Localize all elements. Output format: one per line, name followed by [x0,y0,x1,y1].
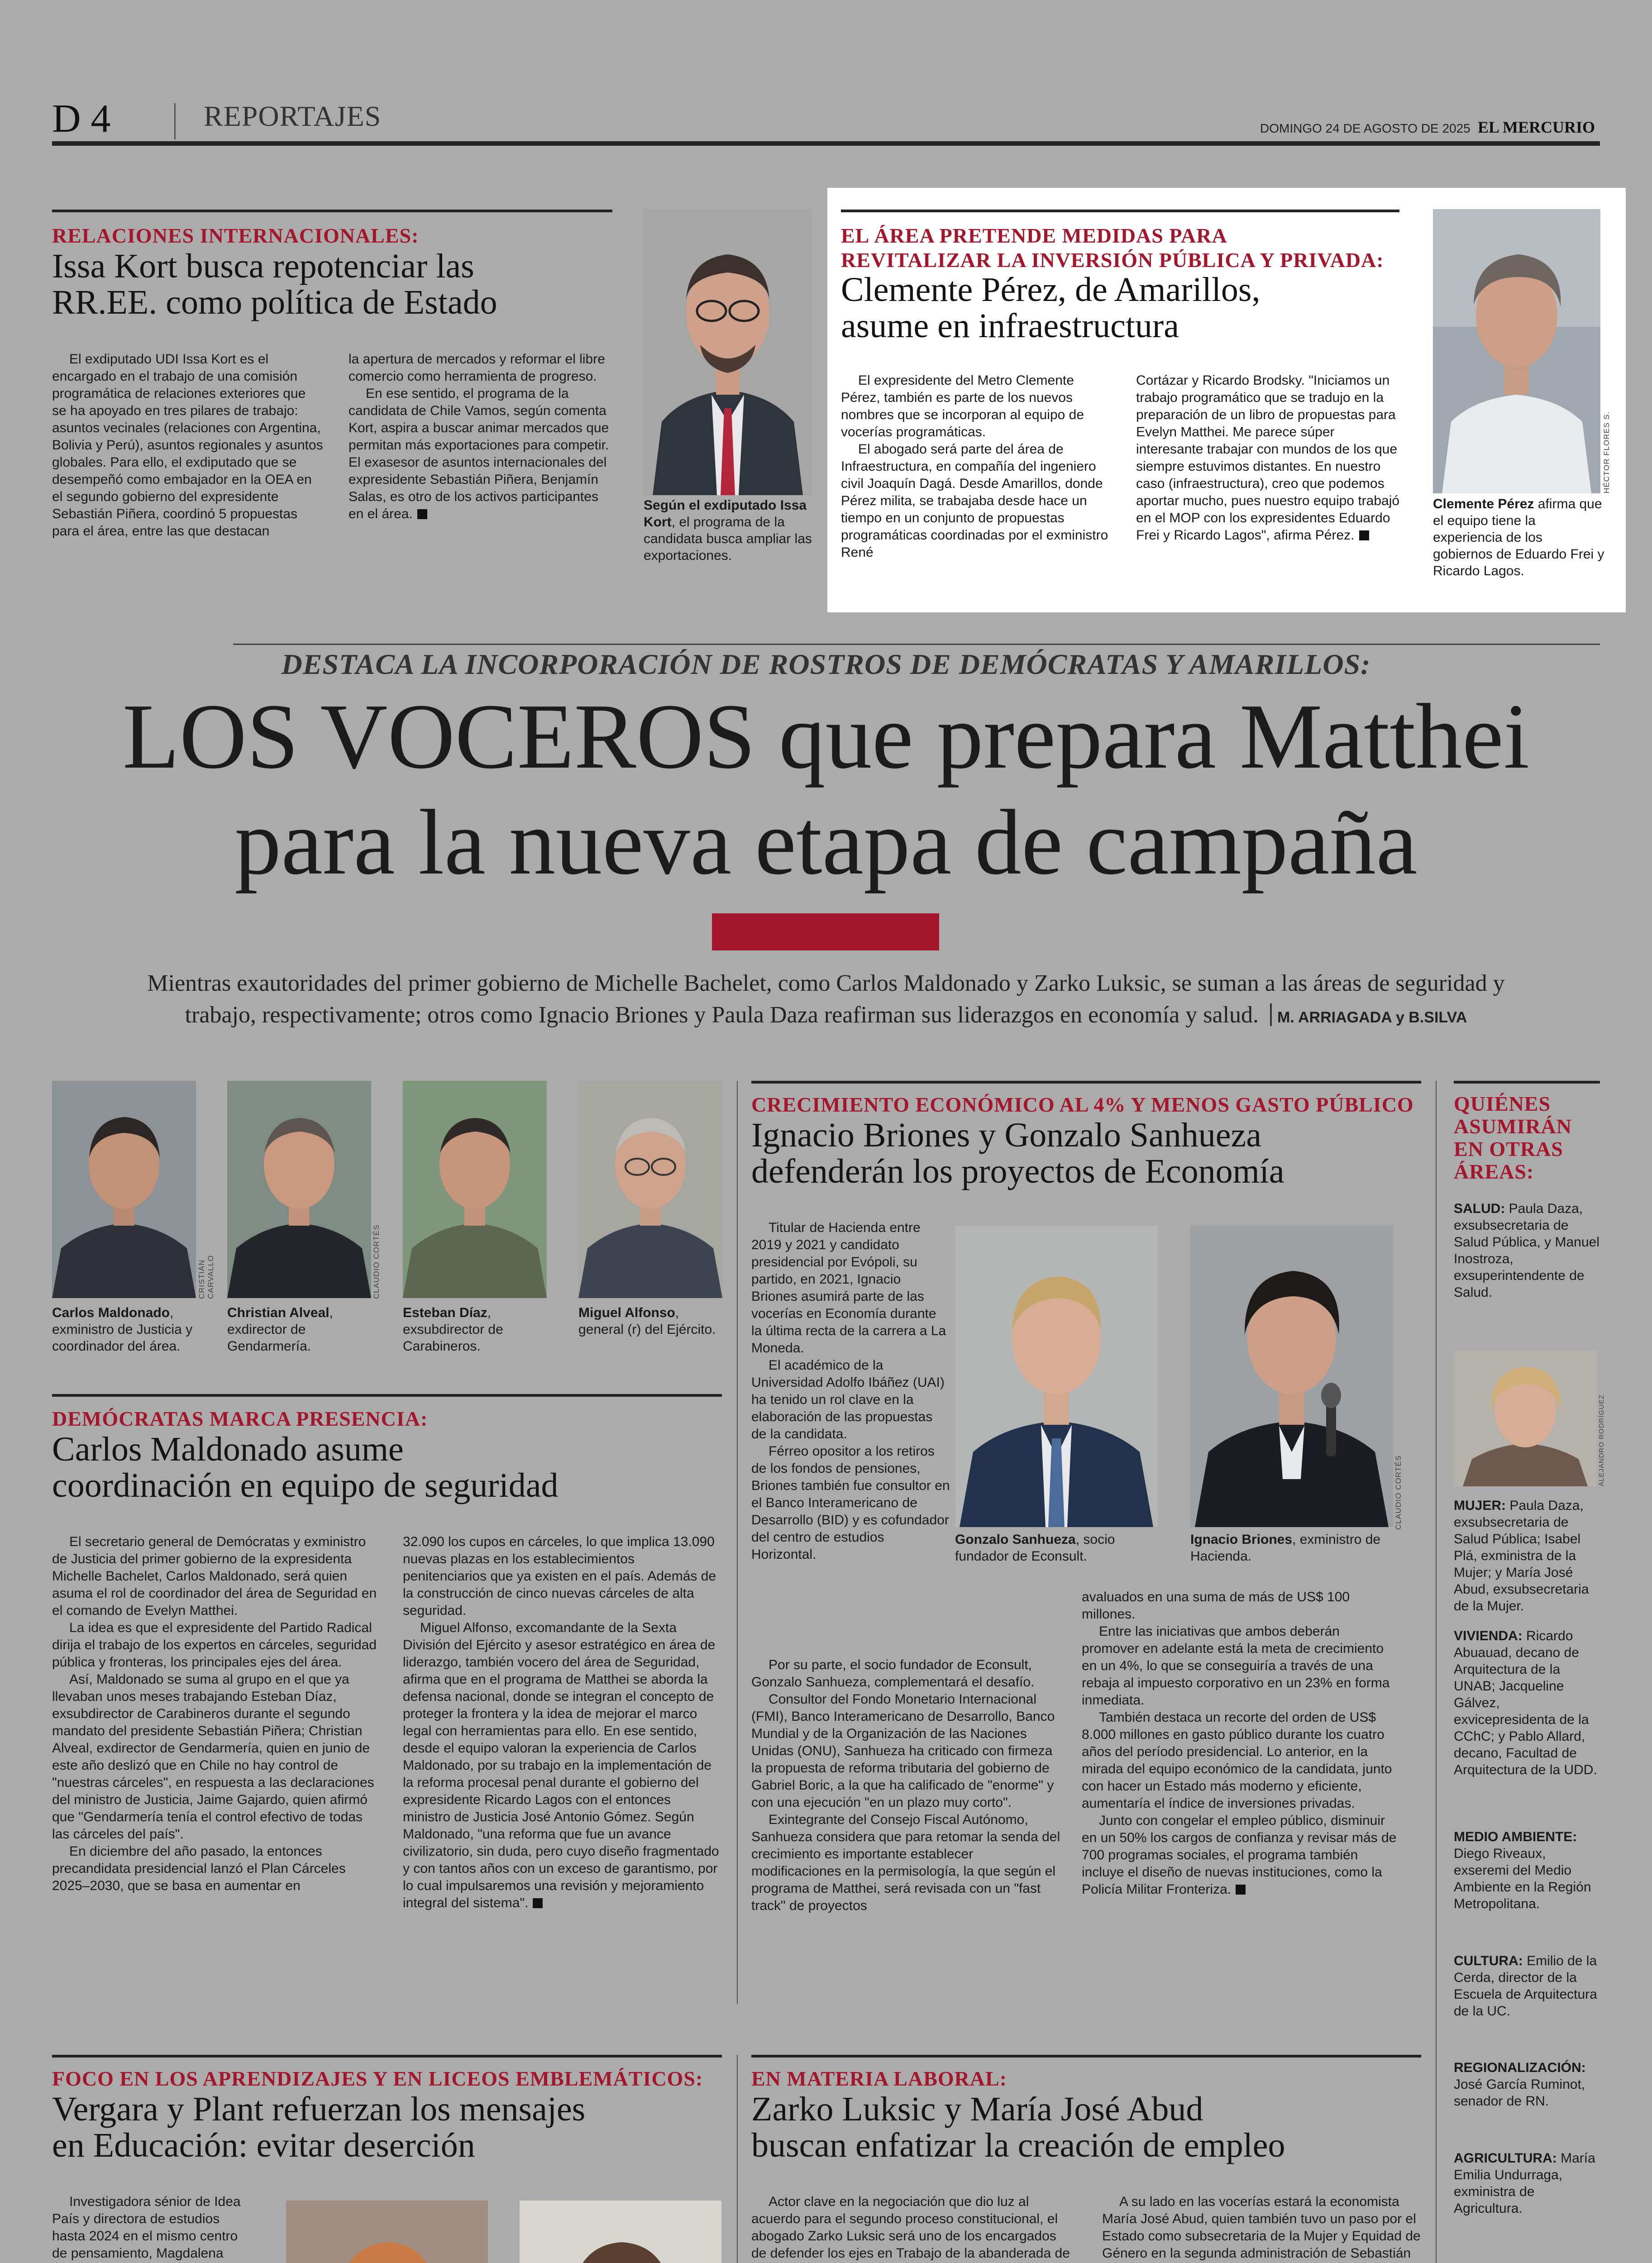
main-overline: DESTACA LA INCORPORACIÓN DE ROSTROS DE DEMÓCRATAS Y AMARILLOS: [281,648,1371,680]
section-code: D 4 [52,97,111,141]
top-right-headline-line: Clemente Pérez, de Amarillos, [841,271,1260,309]
sidebar-title-line: QUIÉNES [1454,1092,1551,1115]
issa-kort-caption [644,497,816,564]
economy-kicker: CRECIMIENTO ECONÓMICO AL 4% Y MENOS GASTO PÚBLICO [751,1093,1414,1116]
security-col1 [52,1533,378,1895]
labor-rule [751,2055,1421,2058]
main-headline-line: para la nueva etapa de campaña [234,790,1418,894]
security-rule [52,1394,722,1397]
paragraph: avaluados en una suma de más de US$ 100 millones. [1082,1590,1350,1622]
end-mark-icon [1236,1885,1246,1895]
top-right-col2 [1136,372,1403,544]
paragraph: El abogado será parte del área de Infraestructura, en compañía del ingeniero civil Joaquín Dagá. Desde Amarillos, donde Pérez milita, se trabajaba desde hace un tiempo en un conjunto de propuestas programáticas coordinadas por el exministro René [841,442,1108,560]
column-divider [737,1081,738,2004]
caption-text: , exministro de Hacienda. [1190,1532,1381,1564]
sidebar-item-label: MUJER: [1454,1498,1506,1513]
paragraph [1082,1812,1399,1898]
main-deck [0,968,1652,1033]
end-mark-icon [417,509,427,519]
sidebar-item [1454,1200,1603,1301]
sidebar-item-text: Paula Daza, exsubsecretaria de Salud Pública, y Manuel Inostroza, exsuperintendente de Salud. [1454,1201,1599,1300]
clemente-perez-photo [1433,209,1600,493]
caption-text: , general (r) del Ejército. [578,1305,716,1337]
portrait-carlos-maldonado [52,1081,196,1298]
top-right-rule [841,210,1399,212]
portrait-illustration [52,1081,196,1298]
caption-name: Ignacio Briones [1190,1532,1293,1547]
economy-col1-rest [751,1657,1064,1914]
labor-headline-line: Zarko Luksic y María José Abud [751,2090,1203,2128]
sidebar-item-label: SALUD: [1454,1201,1505,1216]
education-headline-line: Vergara y Plant refuerzan los mensajes [52,2090,586,2128]
education-kicker: FOCO EN LOS APRENDIZAJES Y EN LICEOS EMBLEMÁTICOS: [52,2067,703,2090]
education-rule [52,2055,722,2058]
paula-daza-photo [1454,1351,1597,1486]
sidebar-item-label: VIVIENDA: [1454,1628,1523,1643]
portrait-illustration [578,1081,722,1298]
sidebar-item [1454,1953,1603,2020]
paragraph: la apertura de mercados y reformar el libre comercio como herramienta de progreso. [349,352,605,384]
portrait-illustration [286,2201,488,2263]
paragraph: El exdiputado UDI Issa Kort es el encargado en el trabajo de una comisión programática de relaciones exteriores que se ha apoyado en tres pilares de trabajo: asuntos vecinales (relaciones con Argentina, Bolivia y Perú), asuntos regionales y asuntos globales. Para ello, el exdiputado que se desempeñó como embajador en la OEA en el segundo gobierno del expresidente Sebastián Piñera, coordinó 5 propuestas para el área, entre las que destacan [52,352,323,539]
top-right-headline-line: asume en infraestructura [841,307,1179,345]
red-accent-bar [712,913,939,950]
top-left-headline-line: RR.EE. como política de Estado [52,283,497,321]
deck-line [0,999,1652,1033]
labor-headline-line: buscan enfatizar la creación de empleo [751,2126,1285,2164]
security-col2 [403,1533,722,1912]
end-mark-icon [533,1898,543,1908]
portrait-illustration [1454,1351,1597,1486]
paragraph: La idea es que el expresidente del Partido Radical dirija el trabajo de los expertos en cárceles, seguridad pública y fronteras, los principales ejes del área. [52,1620,377,1670]
paragraph: El secretario general de Demócratas y exministro de Justicia del primer gobierno de la expresidenta Michelle Bachelet, Carlos Maldonado, será quien asuma el rol de coordinador del área de Seguridad en el comando de Evelyn Matthei. [52,1534,377,1618]
paragraph: Investigadora sénior de Idea País y directora de estudios hasta 2024 en el mismo centro de pensamiento, Magdalena [52,2194,241,2261]
ignacio-briones-photo [1190,1226,1393,1527]
top-left-rule [52,210,612,212]
portrait-illustration [520,2201,721,2263]
caption-name: Clemente Pérez [1433,497,1534,511]
paragraph: Titular de Hacienda entre 2019 y 2021 y candidato presidencial por Evópoli, su partido, en 2021, Ignacio Briones asumirá parte de las vocerías en Economía durante la última recta de la carrera a La Moneda. [751,1220,946,1356]
caption-text: , socio fundador de Econsult. [955,1532,1115,1564]
photo-credit: CLAUDIO CORTÉS [372,1224,381,1299]
caption-text: afirma que el equipo tiene la experiencia de los gobiernos de Eduardo Frei y Ricardo Lagos. [1433,497,1604,578]
portrait-illustration [1190,1226,1393,1527]
sidebar-item-text: José García Ruminot, senador de RN. [1454,2077,1585,2109]
top-left-col1 [52,351,324,540]
sidebar-item-label: AGRICULTURA: [1454,2151,1557,2166]
sidebar-item [1454,2150,1603,2217]
paragraph: Férreo opositor a los retiros de los fondos de pensiones, Briones también fue consultor en el Banco Interamericano de Desarrollo (BID) y es cofundador del centro de estudios Horizontal. [751,1444,950,1562]
sidebar-title [1454,1093,1572,1183]
education-headline [52,2091,585,2163]
sidebar-item-text: Paula Daza, exsubsecretaria de Salud Pública; Isabel Plá, exministra de la Mujer; y María José Abud, exsubsecretaria de la Mujer. [1454,1498,1589,1614]
economy-col-narrow [751,1219,950,1563]
economy-headline [751,1117,1284,1189]
clemente-perez-caption [1433,496,1605,579]
sidebar-item [1454,1829,1603,1912]
paragraph: 32.090 los cupos en cárceles, lo que implica 13.090 nuevas plazas en los establecimientos penitenciarios que ya existen en el país. Además de la construcción de cinco nuevas cárceles de alta seguridad. [403,1534,716,1618]
caption-pre: Según el exdiputado [644,498,777,513]
deck-line: Mientras exautoridades del primer gobierno de Michelle Bachelet, como Carlos Maldonado y Zarko Luksic, se suman a las áreas de seguridad y [147,970,1505,996]
paragraph: Así, Maldonado se suma al grupo en el que ya llevaban unos meses trabajando Esteban Díaz, exsubdirector de Carabineros durante el segundo mandato del presidente Sebastián Piñera; Christian Alveal, exdirector de Gendarmería, quien en junio de este año deslizó que en Chile no hay control de "nuestras cárceles", en respuesta a las declaraciones del ministro de Justicia, Jaime Gajardo, quien afirmó que "Gendarmería tenía el control efectivo de todas las cárceles del país". [52,1672,374,1842]
labor-headline [751,2091,1285,2163]
portrait-illustration [227,1081,371,1298]
header-rule [52,141,1600,146]
kicker-line: REVITALIZAR LA INVERSIÓN PÚBLICA Y PRIVADA: [841,248,1384,272]
header-divider [174,103,176,139]
main-headline-line: LOS VOCEROS que prepara Matthei [122,684,1530,788]
top-left-headline [52,248,497,320]
sidebar-title-line: ASUMIRÁN [1454,1115,1572,1138]
photo-credit: CLAUDIO CORTÉS [1394,1455,1403,1530]
security-headline-line: Carlos Maldonado asume [52,1430,404,1468]
top-right-headline [841,272,1260,344]
caption-name: Christian Alveal [227,1305,329,1320]
paragraph: Por su parte, el socio fundador de Econsult, Gonzalo Sanhueza, complementará el desafío. [751,1657,1035,1690]
labor-kicker: EN MATERIA LABORAL: [751,2067,1007,2090]
deck-separator [1270,1003,1272,1026]
portrait-caption [578,1304,728,1338]
paragraph: El académico de la Universidad Adolfo Ibáñez (UAI) ha tenido un rol clave en la elaboración de las propuestas de la candidata. [751,1358,945,1442]
paragraph: El expresidente del Metro Clemente Pérez, también es parte de los nuevos nombres que se incorporan al equipo de vocerías programáticas. [841,373,1084,439]
sidebar-item-text: Diego Riveaux, exseremi del Medio Ambiente en la Región Metropolitana. [1454,1846,1591,1911]
caption-text: , el programa de la candidata busca ampliar las exportaciones. [644,515,812,563]
sidebar-item-label: MEDIO AMBIENTE: [1454,1829,1577,1844]
paragraph: A su lado en las vocerías estará la economista María José Abud, quien también tuvo un paso por el Estado como subsecretaria de la Mujer y Equidad de Género en la segunda administración de Sebastián [1102,2194,1421,2261]
column-divider [737,2055,738,2263]
portrait-esteban-diaz [403,1081,547,1298]
paragraph [403,1619,722,1912]
caption-text: , exsubdirector de Carabineros. [403,1305,503,1354]
end-mark-icon [1359,530,1369,540]
photo-credit: CRISTIÁN CARVALLO [197,1255,215,1299]
sidebar-rule [1454,1081,1600,1084]
caption-text: , exministro de Justicia y coordinador del área. [52,1305,193,1354]
top-left-headline-line: Issa Kort busca repotenciar las [52,247,474,285]
sidebar-item-label: CULTURA: [1454,1953,1523,1968]
caption-name: Carlos Maldonado [52,1305,170,1320]
caption-text: , exdirector de Gendarmería. [227,1305,333,1354]
top-right-kicker [841,224,1384,272]
paragraph: Exintegrante del Consejo Fiscal Autónomo, Sanhueza considera que para retomar la senda del crecimiento es importante establecer modificaciones en la permisología, la que según el programa de Matthei, será revisada con un "fast track" de proyectos [751,1812,1060,1913]
top-right-col1 [841,372,1111,561]
gonzalo-sanhueza-caption [955,1531,1172,1565]
portrait-christian-alveal [227,1081,371,1298]
main-headline [0,683,1652,895]
caption-name: Miguel Alfonso [578,1305,675,1320]
magdalena-plant-photo [520,2201,721,2263]
byline: M. ARRIAGADA y B.SILVA [1277,1009,1467,1026]
education-col-narrow [52,2193,256,2263]
portrait-miguel-alfonso [578,1081,722,1298]
sidebar-item-text: Emilio de la Cerda, director de la Escuela de Arquitectura de la UC. [1454,1953,1597,2019]
caption-name: Esteban Díaz [403,1305,487,1320]
paragraph: Consultor del Fondo Monetario Internacional (FMI), Banco Interamericano de Desarrollo, Banco Mundial y de la Organización de las Naciones Unidas (ONU), Sanhueza ha criticado con firmeza la propuesta de reforma tributaria del gobierno de Gabriel Boric, a la que ha calificado de "enorme" y con una ejecución "en un plazo muy corto". [751,1692,1055,1810]
paragraph: En diciembre del año pasado, la entonces precandidata presidencial lanzó el Plan Cárceles 2025–2030, que se basa en aumentar en [52,1844,346,1893]
economy-headline-line: defenderán los proyectos de Economía [751,1152,1284,1190]
sidebar-item-text: María Emilia Undurraga, exministra de Agricultura. [1454,2151,1595,2216]
caption-name: Issa Kort [644,498,807,530]
security-kicker: DEMÓCRATAS MARCA PRESENCIA: [52,1407,428,1430]
economy-col2 [1082,1589,1399,1898]
paper-name: EL MERCURIO [1478,118,1595,136]
gonzalo-sanhueza-photo [955,1226,1158,1527]
portrait-caption [52,1304,201,1355]
kicker-line: EL ÁREA PRETENDE MEDIDAS PARA [841,224,1227,247]
paragraph: También destaca un recorte del orden de US$ 8.000 millones en gasto público durante los cuatro años del período presidencial. Lo anterior, en la mirada del equipo económico de la candidata, junto con hacer un Estado más moderno y eficiente, aumentaría el índice de inversiones privadas. [1082,1710,1392,1811]
portrait-caption [403,1304,552,1355]
top-left-kicker: RELACIONES INTERNACIONALES: [52,224,419,247]
top-left-col2 [349,351,616,523]
sidebar-item-text: Ricardo Abuauad, decano de Arquitectura de la UNAB; Jacqueline Gálvez, exvicepresidenta de la CChC; y Pablo Allard, decano, Facultad de Arquitectura de la UDD. [1454,1628,1597,1777]
sidebar-title-line: EN OTRAS [1454,1137,1563,1160]
paragraph: Entre las iniciativas que ambos deberán promover en adelante está la meta de crecimiento en un 4%, lo que se conseguiría a través de una rebaja al impuesto corporativo en un 23% en forma inmediata. [1082,1624,1390,1708]
portrait-illustration [403,1081,547,1298]
deck-text: trabajo, respectivamente; otros como Ignacio Briones y Paula Daza reafirman sus liderazgos en economía y salud. [185,1002,1259,1028]
paragraph [1136,372,1403,544]
paragraph-text: Cortázar y Ricardo Brodsky. "Iniciamos un trabajo programático que se tradujo en la preparación de un libro de propuestas para Evelyn Matthei. Me parece súper interesante trabajar con mundos de los que siempre estuvimos distantes. En nuestro caso (infraestructura), creo que podemos aportar mucho, pues nuestro equipo trabajó en el MOP con los expresidentes Eduardo Frei y Ricardo Lagos", afirma Pérez. [1136,373,1400,543]
section-name: REPORTAJES [204,100,382,132]
paragraph: Actor clave en la negociación que dio luz al acuerdo para el segundo proceso constitucional, el abogado Zarko Luksic será uno de los encargados de defender los ejes en Trabajo de la abanderada de [751,2194,1070,2261]
portrait-caption [227,1304,377,1355]
security-headline [52,1431,559,1504]
paragraph-text: Miguel Alfonso, excomandante de la Sexta División del Ejército y asesor estratégico en área de liderazgo, también vocero del área de Seguridad, afirma que en el programa de Matthei se aborda la defensa nacional, donde se integran el concepto de proteger la frontera y la idea de mejorar el marco legal con herramientas para ello. En ese sentido, desde el equipo valoran la experiencia de Carlos Maldonado, por su trabajo en la implementación de la reforma procesal penal durante el gobierno del expresidente Ricardo Lagos con el entonces ministro de Justicia José Antonio Gómez. Según Maldonado, "una reforma que fue un avance civilizatorio, sin duda, pero cuyo diseño fragmentado y con tantos años con un exceso de garantismo, por lo cual impulsaremos una revisión y mejoramiento integral del sistema". [403,1620,719,1910]
security-headline-line: coordinación en equipo de seguridad [52,1466,559,1504]
portrait-illustration [1433,209,1600,493]
education-headline-line: en Educación: evitar deserción [52,2126,475,2164]
caption-name: Gonzalo Sanhueza [955,1532,1076,1547]
paragraph [349,385,616,523]
sidebar-item-label: REGIONALIZACIÓN: [1454,2060,1586,2075]
paragraph-text: Junto con congelar el empleo público, disminuir en un 50% los cargos de confianza y revisar más de 700 programas sociales, el programa también incluye el diseño de nuevas instituciones, como la Policía Militar Fronteriza. [1082,1813,1397,1897]
economy-headline-line: Ignacio Briones y Gonzalo Sanhueza [751,1116,1261,1154]
column-divider [1436,1081,1437,2263]
paragraph-text: En ese sentido, el programa de la candidata de Chile Vamos, según comenta Kort, aspira a buscar animar mercados que permitan más exportaciones para competir. El exasesor de asuntos internacionales del expresidente Sebastián Piñera, Benjamín Salas, es otro de los activos participantes en el área. [349,386,609,521]
main-top-rule [233,644,1600,645]
portrait-illustration [644,209,812,495]
issa-kort-photo [644,209,812,495]
portrait-illustration [955,1226,1158,1527]
photo-credit: HÉCTOR FLORES S. [1602,411,1611,493]
economy-rule [751,1081,1421,1084]
sidebar-title-line: ÁREAS: [1454,1160,1534,1183]
sidebar-item [1454,1497,1603,1614]
sidebar-item [1454,1628,1603,1778]
magdalena-vergara-photo [286,2201,488,2263]
sidebar-item [1454,2059,1603,2110]
ignacio-briones-caption [1190,1531,1403,1565]
labor-col2 [1102,2193,1421,2263]
photo-credit: ALEJANDRO RODRÍGUEZ [1598,1394,1605,1486]
labor-col1 [751,2193,1070,2263]
header-date: DOMINGO 24 DE AGOSTO DE 2025 [1260,121,1471,135]
